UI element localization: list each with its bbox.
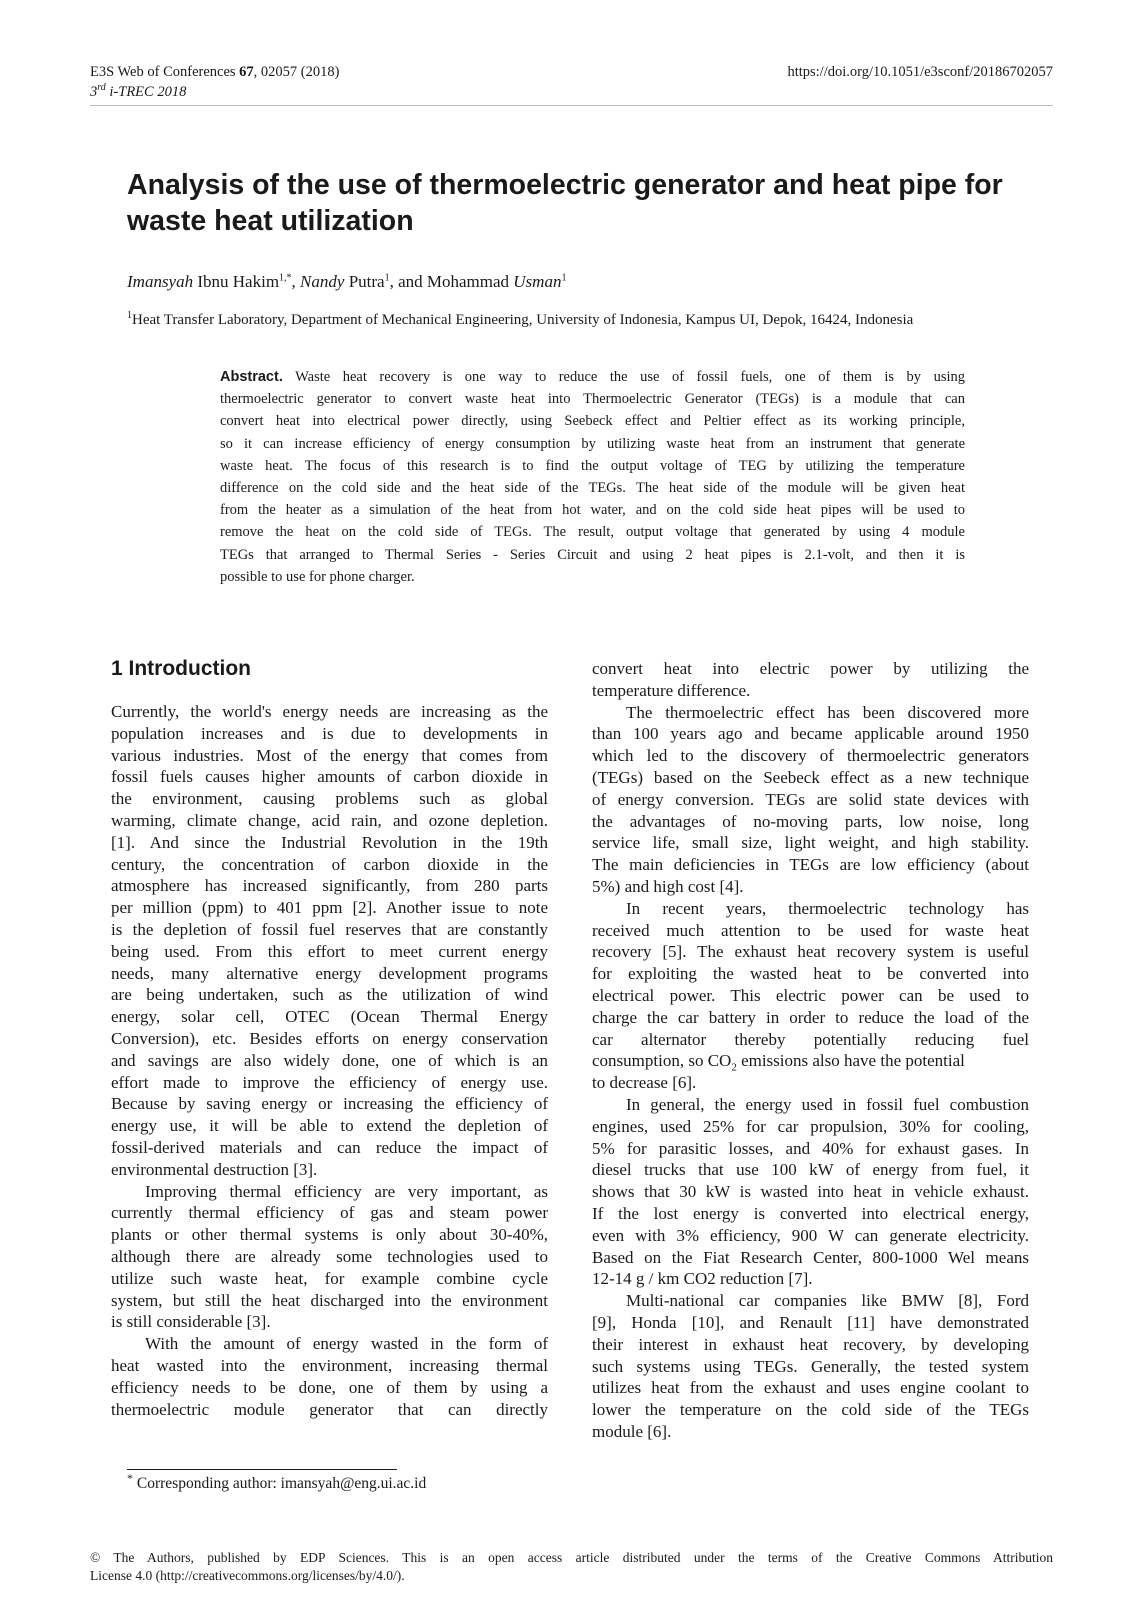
text-line: received much attention to be used for waste heat: [592, 920, 1029, 940]
abstract-line: remove the heat on the cold side of TEGs. The result, output voltage that generated by using 4 module: [220, 524, 965, 541]
text-line: engines, used 25% for car propulsion, 30% for cooling,: [592, 1116, 1029, 1136]
title-line: Analysis of the use of thermoelectric generator and heat pipe for: [127, 169, 1003, 201]
text-line: module [6].: [592, 1421, 672, 1441]
text-line: although there are already some technologies used to: [111, 1246, 548, 1266]
text-line: car alternator thereby potentially reducing fuel: [592, 1029, 1029, 1049]
abstract-line: possible to use for phone charger.: [220, 568, 415, 585]
text-line: population increases and is due to developments in: [111, 723, 548, 743]
text-line: heat wasted into the environment, increasing thermal: [111, 1355, 548, 1375]
text-line: shows that 30 kW is wasted into heat in vehicle exhaust.: [592, 1182, 1029, 1202]
license-line: © The Authors, published by EDP Sciences. This is an open access article distributed under the terms of the Creative Commons Attribution: [90, 1550, 1053, 1565]
text-line: [9], Honda [10], and Renault [11] have demonstrated: [592, 1312, 1029, 1332]
text-line: With the amount of energy wasted in the form of: [145, 1334, 548, 1354]
abstract-label: Abstract.: [220, 369, 283, 385]
footnote-text[interactable]: Corresponding author: imansyah@eng.ui.ac.id: [136, 1475, 427, 1492]
text-line: convert heat into electric power by utilizing the: [592, 659, 1029, 678]
abstract-text: Waste heat recovery is one way to reduce the use of fossil fuels, one of them is by using: [295, 369, 965, 385]
running-header-conference: [90, 83, 186, 102]
author-affiliation-mark: 1: [384, 272, 390, 284]
author-affiliation-mark: 1: [561, 272, 567, 284]
text-line: various industries. Most of the energy that comes from: [111, 745, 548, 765]
text-line: atmosphere has increased significantly, from 280 parts: [111, 876, 548, 896]
text-line: is still considerable [3].: [111, 1312, 271, 1332]
text-line: currently thermal efficiency of gas and steam power: [111, 1203, 548, 1223]
text-line: plants or other thermal systems is only about 30-40%,: [111, 1225, 548, 1245]
body-column-right: [592, 658, 1029, 1443]
text-line: their interest in exhaust heat recovery, by developing: [592, 1334, 1029, 1354]
title-line: waste heat utilization: [127, 205, 414, 237]
text-line: Because by saving energy or increasing the efficiency of: [111, 1094, 548, 1114]
author-name: Putra: [344, 272, 385, 291]
text-line: needs, many alternative energy development programs: [111, 963, 548, 983]
footnote-marker: *: [127, 1470, 133, 1485]
text-line: effort made to improve the efficiency of energy use.: [111, 1072, 548, 1092]
journal-name: E3S Web of Conferences: [90, 64, 240, 80]
abstract-line: waste heat. The focus of this research is to find the output voltage of TEG by utilizing the temperature: [220, 457, 965, 474]
author-given-name: Nandy: [300, 272, 345, 291]
text-line: (TEGs) based on the Seebeck effect as a new technique: [592, 767, 1029, 787]
subscript: 2: [731, 1061, 737, 1074]
text-line: even with 3% efficiency, 900 W can generate electricity.: [592, 1225, 1029, 1245]
doi-link[interactable]: https://doi.org/10.1051/e3sconf/20186702057: [787, 64, 1053, 80]
text-line: In general, the energy used in fossil fuel combustion: [626, 1094, 1029, 1114]
text-line: than 100 years ago and became applicable around 1950: [592, 724, 1029, 744]
license-notice: [90, 1549, 1053, 1585]
conf-name: i-TREC 2018: [105, 84, 187, 100]
text-line: Currently, the world's energy needs are increasing as the: [111, 702, 548, 721]
text-line: to decrease [6].: [592, 1073, 697, 1093]
author-separator: , and Mohammad: [389, 272, 514, 291]
running-header-journal: [90, 63, 339, 82]
text-line: energy use, it will be able to extend the depletion of: [111, 1116, 548, 1136]
text-line: are being undertaken, such as the utilization of wind: [111, 985, 548, 1005]
text-line: fossil-derived materials and can reduce the impact of: [111, 1137, 548, 1157]
text-line: diesel trucks that use 100 kW of energy from fuel, it: [592, 1160, 1029, 1180]
affiliation-text: Heat Transfer Laboratory, Department of Mechanical Engineering, University of Indonesia, Kampus UI, Depok, 16424, Indonesia: [132, 312, 914, 328]
article-info: , 02057 (2018): [253, 64, 340, 80]
body-column-left: [111, 701, 548, 1420]
text-line: In recent years, thermoelectric technology has: [626, 898, 1029, 918]
text-line: Conversion), etc. Besides efforts on energy conservation: [111, 1028, 548, 1048]
text-line: efficiency needs to be done, one of them by using a: [111, 1377, 548, 1397]
text-line: utilizes heat from the exhaust and uses engine coolant to: [592, 1378, 1029, 1398]
text-line: The thermoelectric effect has been discovered more: [626, 702, 1029, 722]
text-line: If the lost energy is converted into electrical energy,: [592, 1203, 1029, 1223]
text-line: of energy conversion. TEGs are solid state devices with: [592, 789, 1029, 809]
author-separator: ,: [291, 272, 301, 291]
conf-ordinal: rd: [97, 82, 106, 94]
header-divider: [90, 105, 1053, 106]
abstract-line: [220, 366, 965, 388]
paper-title: [127, 167, 1067, 239]
abstract-line: convert heat into electrical power directly, using Seebeck effect and Peltier effect as its working principle,: [220, 413, 965, 430]
text-line: such systems using TEGs. Generally, the tested system: [592, 1356, 1029, 1376]
abstract-line: thermoelectric generator to convert waste heat into Thermoelectric Generator (TEGs) is a module that can: [220, 391, 965, 408]
text-line: the environment, causing problems such as global: [111, 789, 548, 809]
text-line: is the depletion of fossil fuel reserves that are constantly: [111, 919, 548, 939]
text-line: for exploiting the wasted heat to be converted into: [592, 964, 1029, 984]
text-line: Based on the Fiat Research Center, 800-1000 Wel means: [592, 1247, 1029, 1267]
journal-volume: 67: [239, 64, 254, 80]
text-line: [592, 1050, 1029, 1072]
text-line: per million (ppm) to 401 ppm [2]. Another issue to note: [111, 898, 548, 918]
abstract-line: TEGs that arranged to Thermal Series - Series Circuit and using 2 heat pipes is 2.1-volt, and then it is: [220, 546, 965, 563]
abstract: [220, 366, 965, 588]
text-line: system, but still the heat discharged into the environment: [111, 1290, 548, 1310]
license-line[interactable]: License 4.0 (http://creativecommons.org/licenses/by/4.0/).: [90, 1568, 405, 1583]
text-line: energy, solar cell, OTEC (Ocean Thermal Energy: [111, 1007, 548, 1027]
text-line: and savings are also widely done, one of which is an: [111, 1050, 548, 1070]
author-name: Ibnu Hakim: [193, 272, 280, 291]
text-line: thermoelectric module generator that can directly: [111, 1399, 548, 1419]
text-line: service life, small size, light weight, and high stability.: [592, 833, 1029, 853]
abstract-line: from the heater as a simulation of the heat from hot water, and on the cold side heat pipes will be used to: [220, 502, 965, 519]
text-line: 5%) and high cost [4].: [592, 876, 744, 896]
affiliation-mark: 1: [127, 310, 132, 321]
author-family-name: Usman: [513, 272, 562, 291]
footnote-divider: [127, 1469, 397, 1470]
text-line: charge the car battery in order to reduce the load of the: [592, 1007, 1029, 1027]
text-line: Improving thermal efficiency are very important, as: [145, 1181, 548, 1201]
abstract-line: difference on the cold side and the heat side of the TEGs. The heat side of the module will be given heat: [220, 479, 965, 496]
author-given-name: Imansyah: [127, 272, 194, 291]
text-line: [1]. And since the Industrial Revolution in the 19th: [111, 832, 548, 852]
text-line: 5% for parasitic losses, and 40% for exhaust gases. In: [592, 1138, 1029, 1158]
text-line: utilize such waste heat, for example combine cycle: [111, 1268, 548, 1288]
author-affiliation-mark: 1,*: [279, 272, 292, 284]
text-line: environmental destruction [3].: [111, 1159, 318, 1179]
text-line: recovery [5]. The exhaust heat recovery system is useful: [592, 942, 1029, 962]
section-heading-introduction: 1 Introduction: [111, 657, 251, 680]
author-list: [127, 271, 566, 293]
text-line: fossil fuels causes higher amounts of carbon dioxide in: [111, 767, 548, 787]
text-line: Multi-national car companies like BMW [8], Ford: [626, 1291, 1029, 1311]
text-run: emissions also have the potential: [736, 1051, 965, 1071]
text-line: 12-14 g / km CO2 reduction [7].: [592, 1269, 813, 1289]
text-line: the advantages of no-moving parts, low noise, long: [592, 811, 1029, 831]
text-line: which led to the discovery of thermoelectric generators: [592, 746, 1029, 766]
text-run: consumption, so CO: [592, 1051, 732, 1071]
abstract-line: so it can increase efficiency of energy consumption by utilizing waste heat from an instrument that generate: [220, 435, 965, 452]
footnote: [127, 1470, 427, 1494]
text-line: lower the temperature on the cold side of the TEGs: [592, 1400, 1029, 1420]
text-line: The main deficiencies in TEGs are low efficiency (about: [592, 855, 1029, 875]
text-line: temperature difference.: [592, 680, 751, 700]
affiliation: [127, 310, 913, 330]
text-line: warming, climate change, acid rain, and ozone depletion.: [111, 810, 548, 830]
text-line: century, the concentration of carbon dioxide in the: [111, 854, 548, 874]
text-line: electrical power. This electric power can be used to: [592, 985, 1029, 1005]
text-line: being used. From this effort to meet current energy: [111, 941, 548, 961]
conf-number: 3: [90, 84, 98, 100]
